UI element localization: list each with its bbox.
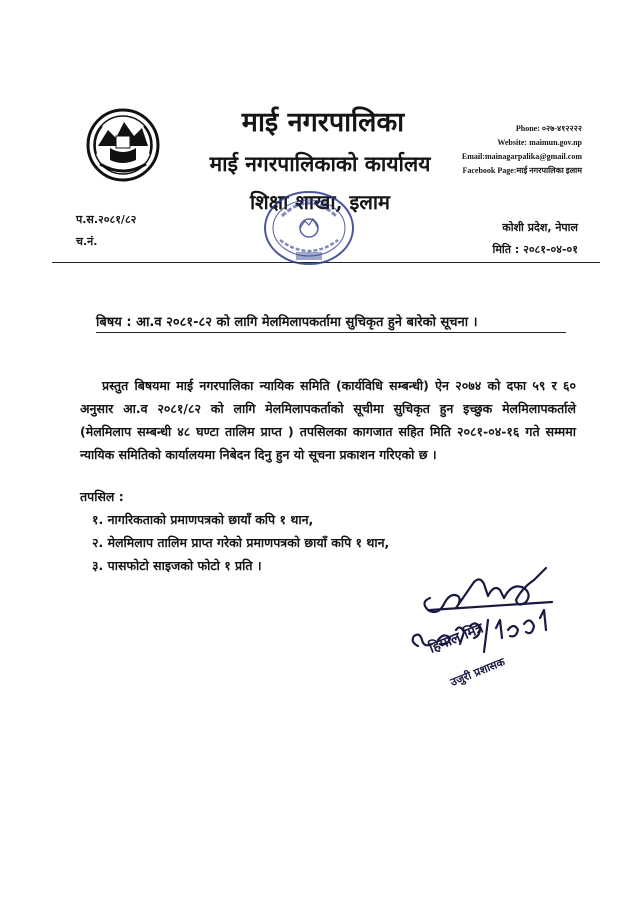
address: कोशी प्रदेश, नेपाल <box>502 221 578 234</box>
list-item: २. मेलमिलाप तालिम प्राप्त गरेको प्रमाणपत्रको छायाँ कपि १ थान, <box>92 535 390 550</box>
office-stamp <box>262 188 356 268</box>
office-name: माई नगरपालिकाको कार्यालय <box>209 151 431 176</box>
subject-line: बिषय : आ.व २०८१-८२ को लागि मेलमिलापकर्तामा सुचिकृत हुने बारेको सूचना । <box>96 312 566 333</box>
body-paragraph: प्रस्तुत बिषयमा माई नगरपालिका न्यायिक समिति (कार्यविधि सम्बन्धी) ऐन २०७४ को दफा ५९ र ६० अनुसार आ.व २०८१/८२ को लागि मेलमिलापकर्ताको सूचीमा सुचिकृत हुन इच्छुक मेलमिलापकर्ताले (मेलमिलाप सम्बन्धी ४८ घण्टा तालिम प्राप्त ) तपसिलका कागजात सहित मिति २०८१-०४-१६ गते सम्ममा न्यायिक समितिको कार्यालयमा निबेदन दिनु हुन यो सूचना प्रकाशन गरिएको छ । <box>80 378 576 462</box>
list-item: १. नागरिकताको प्रमाणपत्रको छायाँ कपि १ थान, <box>92 512 314 527</box>
website-link[interactable]: Website: maimun.gov.np <box>497 138 582 147</box>
details-label: तपसिल : <box>80 489 124 504</box>
signer-title: उजुरी प्रशासक <box>448 655 507 689</box>
dispatch-number: च.नं. <box>76 235 98 248</box>
org-name: माई नगरपालिका <box>241 107 405 138</box>
issue-date: मिति : २०८१-०४-०१ <box>492 243 578 256</box>
signer-name: हिमाल मित्र <box>426 620 486 657</box>
facebook-text: Facebook Page:माई नगरपालिका इलाम <box>462 166 582 175</box>
phone-text: Phone: ०२७-४१२२२२ <box>515 124 582 133</box>
email-link[interactable]: Email:mainagarpalika@gmail.com <box>461 152 582 161</box>
list-item: ३. पासफोटो साइजको फोटो १ प्रति । <box>92 558 262 573</box>
reference-number: प.स.२०८१/८२ <box>76 213 137 226</box>
nepal-emblem-icon <box>86 108 160 182</box>
section-name: शिक्षा शाखा, इलाम <box>249 190 391 214</box>
contact-block <box>446 122 582 178</box>
